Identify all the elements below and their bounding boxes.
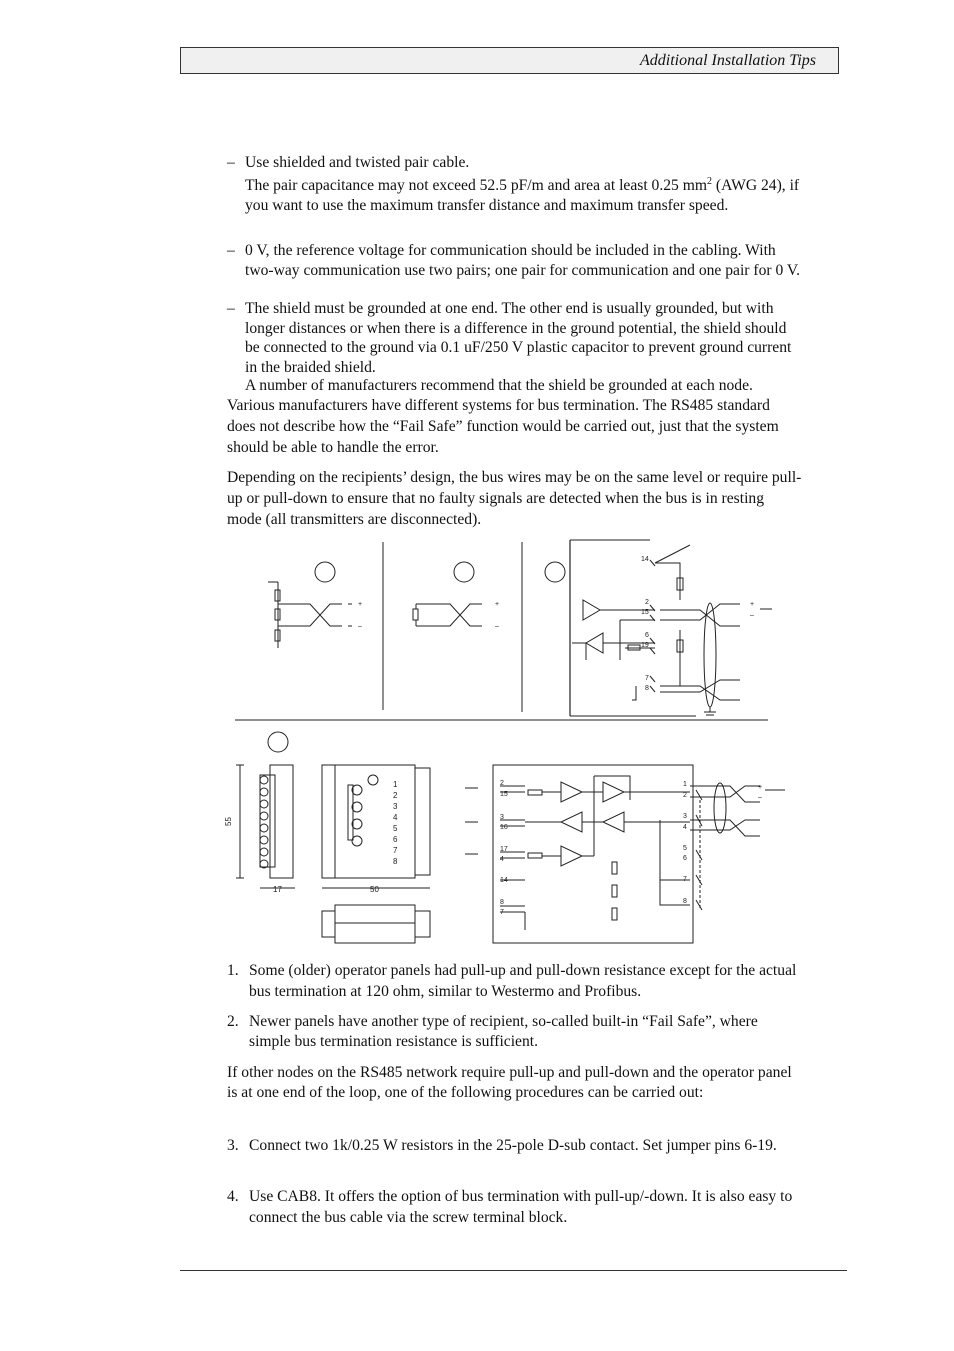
paragraph-bus-termination: Various manufacturers have different systems for bus termination. The RS485 standard does not describe how the “Fail Safe” function would be carried out, just that the system should be able to handle the error. <box>227 397 779 456</box>
polarity-label: + <box>358 601 363 608</box>
pin-label: 6 <box>645 632 649 639</box>
connector-front <box>335 765 415 878</box>
dimension-label: 17 <box>273 885 282 894</box>
pin-label: 17 <box>500 846 508 853</box>
item-number: 4. <box>227 1188 239 1205</box>
terminal-number: 4 <box>393 813 398 822</box>
pin-label: 8 <box>500 899 504 906</box>
wire <box>572 610 655 660</box>
resistor-symbol <box>413 609 418 620</box>
contact-marks <box>696 790 702 910</box>
screw-symbol <box>368 775 378 785</box>
pin-label: 7 <box>500 909 504 916</box>
terminal-number: 5 <box>393 824 398 833</box>
pin-label: 3 <box>500 814 504 821</box>
item-text: Newer panels have another type of recipient, so-called built-in “Fail Safe”, where simple bus termination resistance is sufficient. <box>249 1013 758 1050</box>
pin-label: 5 <box>683 845 687 852</box>
wire <box>660 630 740 700</box>
bullet-dash: – <box>227 242 235 259</box>
screw-symbol <box>260 848 268 856</box>
receiver-triangle <box>586 633 603 653</box>
paragraph-procedures: If other nodes on the RS485 network require pull-up and pull-down and the operator panel is at one end of the loop, one of the following procedures can be carried out: <box>227 1064 792 1101</box>
item-number: 2. <box>227 1013 239 1030</box>
driver-triangle <box>561 846 582 866</box>
pin-label: 14 <box>500 877 508 884</box>
pin-label: 6 <box>683 855 687 862</box>
item-text: Some (older) operator panels had pull-up and pull-down resistance except for the actual bus termination at 120 ohm, similar to Westermo and Profibus. <box>249 962 797 1000</box>
pin-label: 4 <box>500 856 504 863</box>
bullet-dash: – <box>227 154 235 171</box>
driver-triangle <box>603 782 624 802</box>
bullet-text: 0 V, the reference voltage for communication should be included in the cabling. With two-way communication use two pairs; one pair for communication and one pair for 0 V. <box>245 242 801 279</box>
footer-rule <box>180 1270 847 1271</box>
item-text: Connect two 1k/0.25 W resistors in the 25-pole D-sub contact. Set jumper pins 6-19. <box>249 1137 777 1154</box>
contact-marks <box>650 560 655 692</box>
pin-label: 1 <box>683 781 687 788</box>
wire <box>632 686 636 700</box>
pin-label: 16 <box>500 824 508 831</box>
terminal-number: 2 <box>393 791 398 800</box>
polarity-label: – <box>358 623 362 630</box>
figure-label-circle <box>545 562 565 582</box>
connector-flange <box>322 911 335 937</box>
pin-label: 14 <box>641 556 649 563</box>
arrow-symbol <box>465 788 478 854</box>
figure-label-circle <box>454 562 474 582</box>
receiver-triangle <box>603 812 624 832</box>
polarity-label: – <box>750 612 754 619</box>
pin-label: 2 <box>683 792 687 799</box>
wire <box>525 776 690 930</box>
connector-side <box>335 905 415 943</box>
pin-label: 2 <box>500 780 504 787</box>
bullet-text: The shield must be grounded at one end. The other end is usually grounded, but with longer distances or when there is a difference in the ground potential, the shield should be connected to the ground via 0.1 uF/250 V plastic capacitor to prevent ground current in the braided shield. <box>245 300 792 376</box>
terminal-number: 1 <box>393 780 398 789</box>
pin-label: 4 <box>683 824 687 831</box>
terminal-number: 8 <box>393 857 398 866</box>
note-text: The pair capacitance may not exceed 52.5 pF/m and area at least 0.25 mm <box>245 177 707 194</box>
resistor-symbol <box>612 862 617 874</box>
wire <box>268 582 278 648</box>
polarity-label: + <box>495 601 500 608</box>
driver-triangle <box>583 600 600 620</box>
receiver-triangle <box>561 812 582 832</box>
connector-flange <box>415 911 430 937</box>
resistor-symbol <box>612 885 617 897</box>
driver-triangle <box>561 782 582 802</box>
pin-label: 15 <box>641 609 649 616</box>
twisted-pair <box>278 604 342 626</box>
connector-flange <box>322 765 335 878</box>
terminal-number: 6 <box>393 835 398 844</box>
paragraph-resting-mode: Depending on the recipients’ design, the bus wires may be on the same level or require pull-up or pull-down to ensure that no faulty signals are detected when the bus is in resting mode (all transmitters are disconnected). <box>227 469 802 528</box>
figure-label-circle <box>315 562 335 582</box>
twisted-pair <box>416 604 482 626</box>
polarity-label: + <box>758 784 763 791</box>
pin-label: 8 <box>645 685 649 692</box>
screw-symbol <box>260 836 268 844</box>
figure-label-circle <box>268 732 288 752</box>
screw-symbol <box>260 824 268 832</box>
wire <box>660 820 690 905</box>
note-superscript: 2 <box>707 176 712 187</box>
resistor-symbol <box>612 908 617 920</box>
screw-symbol <box>260 788 268 796</box>
item-text: Use CAB8. It offers the option of bus termination with pull-up/-down. It is also easy to connect the bus cable via the screw terminal block. <box>249 1188 793 1226</box>
ground-symbol <box>704 707 716 715</box>
header-title: Additional Installation Tips <box>639 52 816 69</box>
pin-label: 15 <box>500 791 508 798</box>
resistor-symbol <box>528 853 542 858</box>
connector-outline <box>270 765 293 878</box>
bullet-dash: – <box>227 300 235 317</box>
wire <box>655 545 740 626</box>
dimension-label: 55 <box>224 817 233 826</box>
resistor-symbol <box>528 790 542 795</box>
pin-label: 3 <box>683 813 687 820</box>
slot <box>348 785 353 840</box>
bullet-note-shield: A number of manufacturers recommend that the shield be grounded at each node. <box>245 377 753 394</box>
item-number: 3. <box>227 1137 239 1154</box>
terminal-number: 3 <box>393 802 398 811</box>
polarity-label: – <box>495 623 499 630</box>
polarity-label: – <box>758 794 762 801</box>
screw-symbol <box>260 800 268 808</box>
pin-label: 2 <box>645 599 649 606</box>
note-text-end: (AWG 24), if you want to use the maximum transfer distance and maximum transfer speed. <box>245 177 800 214</box>
item-number: 1. <box>227 962 239 979</box>
polarity-label: + <box>750 601 755 608</box>
pin-label: 7 <box>683 876 687 883</box>
cable-shield <box>714 783 726 833</box>
pin-label: 7 <box>645 675 649 682</box>
arrow-symbol <box>348 604 352 626</box>
connector-flange <box>415 768 430 875</box>
dimension-label: 50 <box>370 885 379 894</box>
screw-symbol <box>260 776 268 784</box>
terminal-number: 7 <box>393 846 398 855</box>
screw-symbol <box>260 812 268 820</box>
pin-label: 8 <box>683 898 687 905</box>
bullet-text: Use shielded and twisted pair cable. <box>245 154 470 171</box>
pin-label: 19 <box>641 642 649 649</box>
